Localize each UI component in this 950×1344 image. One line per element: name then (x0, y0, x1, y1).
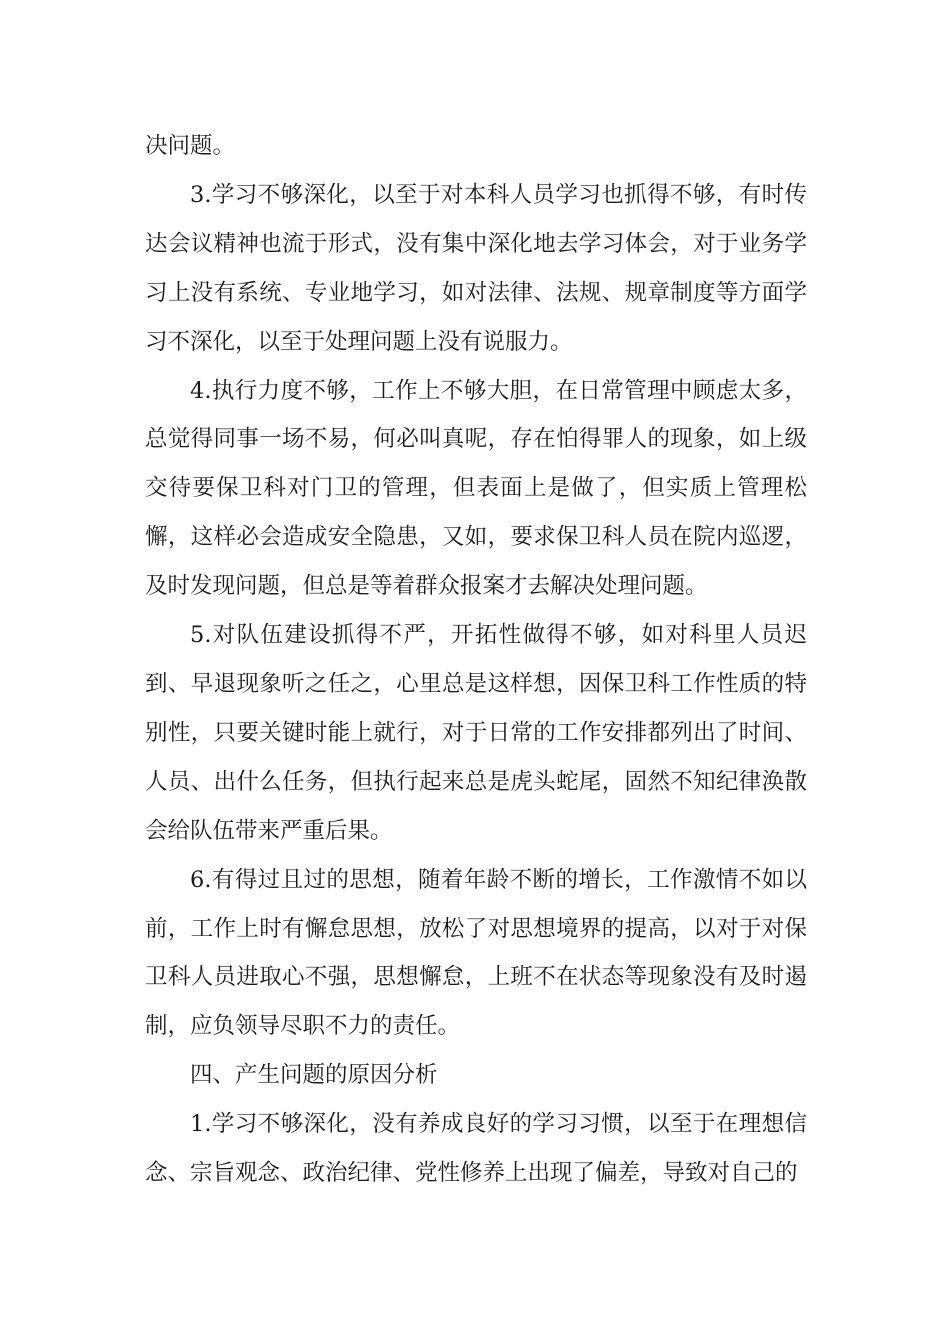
paragraph-item-5: 5.对队伍建设抓得不严，开拓性做得不够，如对科里人员迟到、早退现象听之任之，心里总是这样想，因保卫科工作性质的特别性，只要关键时能上就行，对于日常的工作安排都列出了时间、人员、出什么任务，但执行起来总是虎头蛇尾，固然不知纪律涣散会给队伍带来严重后果。 (145, 622, 807, 844)
section-heading-4: 四、产生问题的原因分析 (190, 1062, 438, 1089)
paragraph-cause-1: 1.学习不够深化，没有养成良好的学习习惯，以至于在理想信念、宗旨观念、政治纪律、党性修养上出现了偏差，导致对自己的 (145, 1111, 807, 1187)
document-body (145, 122, 807, 1198)
paragraph-item-3: 3.学习不够深化，以至于对本科人员学习也抓得不够，有时传达会议精神也流于形式，没有集中深化地去学习体会，对于业务学习上没有系统、专业地学习，如对法律、法规、规章制度等方面学习不深化，以至于处理问题上没有说服力。 (145, 181, 807, 355)
paragraph-continuation: 决问题。 (145, 133, 236, 159)
paragraph-item-4: 4.执行力度不够，工作上不够大胆，在日常管理中顾虑太多，总觉得同事一场不易，何必叫真呢，存在怕得罪人的现象，如上级交待要保卫科对门卫的管理，但表面上是做了，但实质上管理松懈，这样必会造成安全隐患，又如，要求保卫科人员在院内巡逻，及时发现问题，但总是等着群众报案才去解决处理问题。 (145, 377, 807, 600)
paragraph-item-6: 6.有得过且过的思想，随着年龄不断的增长，工作激情不如以前，工作上时有懈怠思想，放松了对思想境界的提高，以对于对保卫科人员进取心不强，思想懈怠，上班不在状态等现象没有及时遏制，应负领导尽职不力的责任。 (145, 866, 807, 1040)
